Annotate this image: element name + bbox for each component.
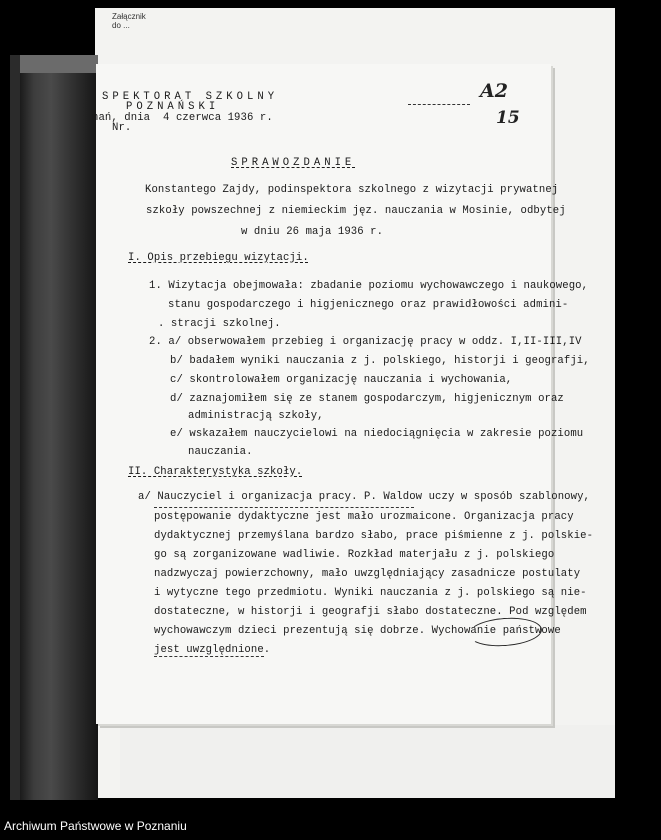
section2-paragraph-line: a/ Nauczyciel i organizacja pracy. P. Waldow uczy w sposób szablonowy, bbox=[138, 491, 591, 503]
intro-line: Konstantego Zajdy, podinspektora szkolnego z wizytacji prywatnej bbox=[145, 184, 559, 196]
section2-paragraph-line: i wytyczne tego przedmiotu. Wyniki nauczania z j. polskiego są nie- bbox=[154, 587, 587, 599]
underline-mark bbox=[154, 507, 414, 508]
intro-line: w dniu 26 maja 1936 r. bbox=[241, 226, 384, 238]
underline-mark bbox=[154, 656, 264, 657]
section1-item1-line: . stracji szkolnej. bbox=[158, 318, 281, 330]
section2-paragraph-line: dostateczne, w historji i geografji słabo dostateczne. Pod względem bbox=[154, 606, 587, 618]
section2-paragraph-line: jest uwzględnione. bbox=[154, 644, 271, 656]
section1-heading: I. Opis przebiegu wizytacji. bbox=[128, 252, 309, 264]
section1-item2-line: b/ badałem wyniki nauczania z j. polskiego, historji i geografji, bbox=[170, 355, 590, 367]
section1-item2-line: 2. a/ obserwowałem przebieg i organizację pracy w oddz. I,II-III,IV bbox=[149, 336, 582, 348]
intro-line: szkoły powszechnej z niemieckim jęz. nauczania w Mosinie, odbytej bbox=[146, 205, 566, 217]
section2-paragraph-line: go są zorganizowane wadliwie. Rozkład materjału z j. polskiego bbox=[154, 549, 555, 561]
office-name-line1: SPEKTORAT SZKOLNY bbox=[102, 91, 279, 103]
section2-paragraph-line: nadzwyczaj powierzchowny, mało uwzględniający zasadnicze postulaty bbox=[154, 568, 581, 580]
section1-item2-line: administracją szkoły, bbox=[188, 410, 324, 422]
section2-paragraph-line: wychowawczym dzieci prezentują się dobrze. Wychowanie państwowe bbox=[154, 625, 561, 637]
section1-item2-line: nauczania. bbox=[188, 446, 253, 458]
folder-spine bbox=[20, 55, 98, 800]
section2-paragraph-line: postępowanie dydaktyczne jest mało urozmaicone. Organizacja pracy bbox=[154, 511, 574, 523]
underlying-page bbox=[120, 725, 615, 798]
section2-paragraph-line: dydaktycznej przemyślana bardzo słabo, prace piśmienne z j. polskie- bbox=[154, 530, 594, 542]
binder-strip bbox=[10, 55, 20, 800]
section1-item2-line: d/ zaznajomiłem się ze stanem gospodarczym, higjenicznym oraz bbox=[170, 393, 564, 405]
archive-footer: Archiwum Państwowe w Poznaniu bbox=[4, 819, 187, 833]
document-number-label: Nr. bbox=[112, 122, 132, 134]
office-name-line2: POZNAŃSKI bbox=[126, 101, 220, 113]
place-date: nań, dnia 4 czerwca 1936 r. bbox=[92, 112, 273, 124]
handwritten-page-number: 15 bbox=[496, 108, 520, 128]
section1-item2-line: c/ skontrolowałem organizację nauczania i wychowania, bbox=[170, 374, 513, 386]
section1-item1-line: stanu gospodarczego i higjenicznego oraz prawidłowości admini- bbox=[168, 299, 569, 311]
section2-heading: II. Charakterystyka szkoły. bbox=[128, 466, 303, 478]
header-dash-rule bbox=[408, 104, 470, 105]
back-sheet-stamp: Załącznik do ... bbox=[112, 12, 146, 30]
section1-item1-line: 1. Wizytacja obejmowała: zbadanie poziomu wychowawczego i naukowego, bbox=[149, 280, 589, 292]
section1-item2-line: e/ wskazałem nauczycielowi na niedociągnięcia w zakresie poziomu bbox=[170, 428, 584, 440]
handwritten-file-number: A2 bbox=[480, 80, 508, 102]
document-title: SPRAWOZDANIE bbox=[231, 157, 356, 169]
